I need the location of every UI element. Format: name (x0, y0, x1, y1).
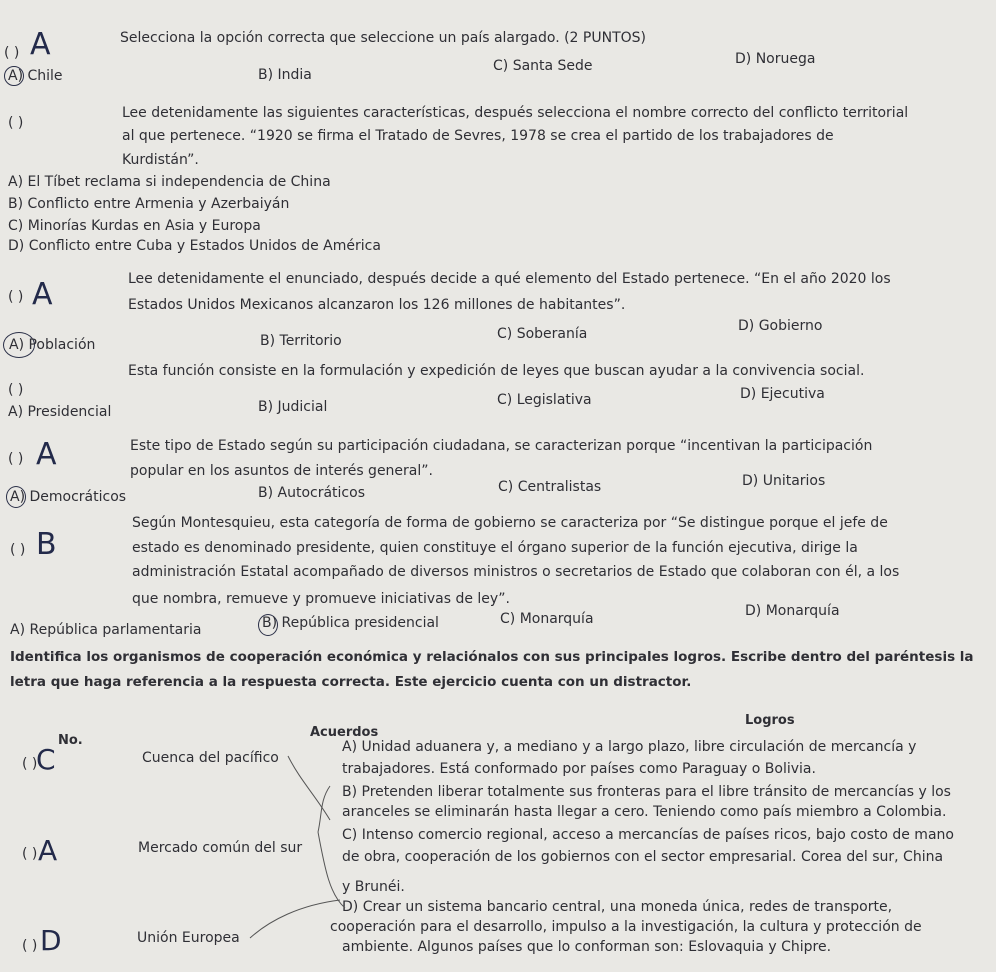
column-header-no: No. (58, 733, 83, 748)
q4-option-b[interactable]: B) Judicial (258, 399, 328, 415)
q2-option-a[interactable]: A) El Tíbet reclama si independencia de China (8, 174, 331, 190)
column-header-acuerdos: Acuerdos (310, 725, 379, 740)
q3-option-d[interactable]: D) Gobierno (738, 318, 823, 334)
q1-answer-parenthesis[interactable]: ( ) (4, 45, 20, 61)
q3-line-1: Lee detenidamente el enunciado, después decide a qué elemento del Estado pertenece. “En el año 2020 los (128, 271, 891, 287)
match-row-1-parenthesis[interactable]: ( ) (22, 756, 38, 772)
q3-handwritten-answer: A (32, 277, 53, 312)
q4-option-a[interactable]: A) Presidencial (8, 404, 112, 420)
q3-option-b[interactable]: B) Territorio (260, 333, 342, 349)
q6-option-c[interactable]: C) Monarquía (500, 611, 594, 627)
q5-option-d[interactable]: D) Unitarios (742, 473, 826, 489)
q2-line-2: al que pertenece. “1920 se firma el Tratado de Sevres, 1978 se crea el partido de los trabajadores de (122, 128, 834, 144)
q2-line-1: Lee detenidamente las siguientes características, después selecciona el nombre correcto del conflicto territorial (122, 105, 909, 121)
q6-handwritten-answer: B (36, 527, 57, 562)
logro-d-line-2: cooperación para el desarrollo, impulso a la investigación, la cultura y protección de (330, 919, 922, 935)
q2-line-3: Kurdistán”. (122, 152, 199, 168)
column-header-logros: Logros (745, 713, 795, 728)
q4-option-d[interactable]: D) Ejecutiva (740, 386, 825, 402)
q5-option-a[interactable]: A) Democráticos (10, 489, 127, 505)
q3-option-c[interactable]: C) Soberanía (497, 326, 588, 342)
q6-option-a[interactable]: A) República parlamentaria (10, 622, 202, 638)
q3-line-2: Estados Unidos Mexicanos alcanzaron los 126 millones de habitantes”. (128, 297, 626, 313)
logro-a-line-2: trabajadores. Está conformado por países como Paraguay o Bolivia. (342, 761, 816, 777)
q1-option-a[interactable]: A) Chile (8, 68, 63, 84)
q3-option-a[interactable]: A) Población (9, 337, 96, 353)
logro-a-line-1: A) Unidad aduanera y, a mediano y a largo plazo, libre circulación de mercancía y (342, 739, 917, 755)
match-row-1-handwritten-answer: C (36, 743, 56, 776)
logro-b-line-1: B) Pretenden liberar totalmente sus fronteras para el libre tránsito de mercancías y los (342, 784, 951, 800)
match-line-row-3 (250, 900, 340, 938)
q5-line-1: Este tipo de Estado según su participación ciudadana, se caracterizan porque “incentivan la participación (130, 438, 873, 454)
q2-option-b[interactable]: B) Conflicto entre Armenia y Azerbaiyán (8, 196, 290, 212)
match-row-2-acuerdo: Mercado común del sur (138, 840, 303, 856)
q6-line-2: estado es denominado presidente, quien constituye el órgano superior de la función ejecutiva, dirige la (132, 540, 858, 556)
q5-option-b[interactable]: B) Autocráticos (258, 485, 365, 501)
logro-c-line-1: C) Intenso comercio regional, acceso a mercancías de países ricos, bajo costo de mano (342, 827, 954, 843)
q4-answer-parenthesis[interactable]: ( ) (8, 382, 24, 398)
q5-handwritten-answer: A (36, 437, 57, 472)
q2-answer-parenthesis[interactable]: ( ) (8, 115, 24, 131)
match-line-row-1 (288, 756, 330, 820)
q6-option-d[interactable]: D) Monarquía (745, 603, 840, 619)
q1-option-c[interactable]: C) Santa Sede (493, 58, 593, 74)
section2-instructions-line-1: Identifica los organismos de cooperación económica y relaciónalos con sus principales logros. Escribe dentro del paréntesis la (10, 649, 974, 665)
q4-line-1: Esta función consiste en la formulación y expedición de leyes que buscan ayudar a la convivencia social. (128, 363, 865, 379)
match-line-row-2 (318, 786, 330, 832)
q1-option-d[interactable]: D) Noruega (735, 51, 816, 67)
match-row-2-handwritten-answer: A (38, 834, 58, 867)
section2-instructions-line-2: letra que haga referencia a la respuesta correcta. Este ejercicio cuenta con un distractor. (10, 674, 692, 690)
match-row-3-acuerdo: Unión Europea (137, 930, 240, 946)
q6-answer-parenthesis[interactable]: ( ) (10, 542, 26, 558)
q2-option-c[interactable]: C) Minorías Kurdas en Asia y Europa (8, 218, 261, 234)
q6-line-4: que nombra, remueve y promueve iniciativas de ley”. (132, 591, 510, 607)
q6-line-3: administración Estatal acompañado de diversos ministros o secretarios de Estado que colaboran con él, a los (132, 564, 900, 580)
q1-handwritten-answer: A (30, 27, 51, 62)
match-row-2-parenthesis[interactable]: ( ) (22, 846, 38, 862)
logro-b-line-2: aranceles se eliminarán hasta llegar a cero. Teniendo como país miembro a Colombia. (342, 804, 947, 820)
q5-answer-parenthesis[interactable]: ( ) (8, 451, 24, 467)
q1-prompt: Selecciona la opción correcta que seleccione un país alargado. (2 PUNTOS) (120, 30, 646, 46)
match-row-3-parenthesis[interactable]: ( ) (22, 938, 38, 954)
q5-option-c[interactable]: C) Centralistas (498, 479, 602, 495)
q6-option-b[interactable]: B) República presidencial (262, 615, 439, 631)
q6-line-1: Según Montesquieu, esta categoría de forma de gobierno se caracteriza por “Se distingue porque el jefe de (132, 515, 888, 531)
logro-c-line-3: y Brunéi. (342, 879, 405, 895)
match-line-row-2b (318, 832, 345, 908)
q5-line-2: popular en los asuntos de interés general”. (130, 463, 433, 479)
match-row-1-acuerdo: Cuenca del pacífico (142, 750, 279, 766)
q3-answer-parenthesis[interactable]: ( ) (8, 289, 24, 305)
match-row-3-handwritten-answer: D (40, 924, 62, 957)
logro-c-line-2: de obra, cooperación de los gobiernos con el sector empresarial. Corea del sur, China (342, 849, 944, 865)
q1-option-b[interactable]: B) India (258, 67, 312, 83)
logro-d-line-3: ambiente. Algunos países que lo conforman son: Eslovaquia y Chipre. (342, 939, 832, 955)
logro-d-line-1: D) Crear un sistema bancario central, una moneda única, redes de transporte, (342, 899, 893, 915)
q4-option-c[interactable]: C) Legislativa (497, 392, 592, 408)
q2-option-d[interactable]: D) Conflicto entre Cuba y Estados Unidos de América (8, 238, 381, 254)
